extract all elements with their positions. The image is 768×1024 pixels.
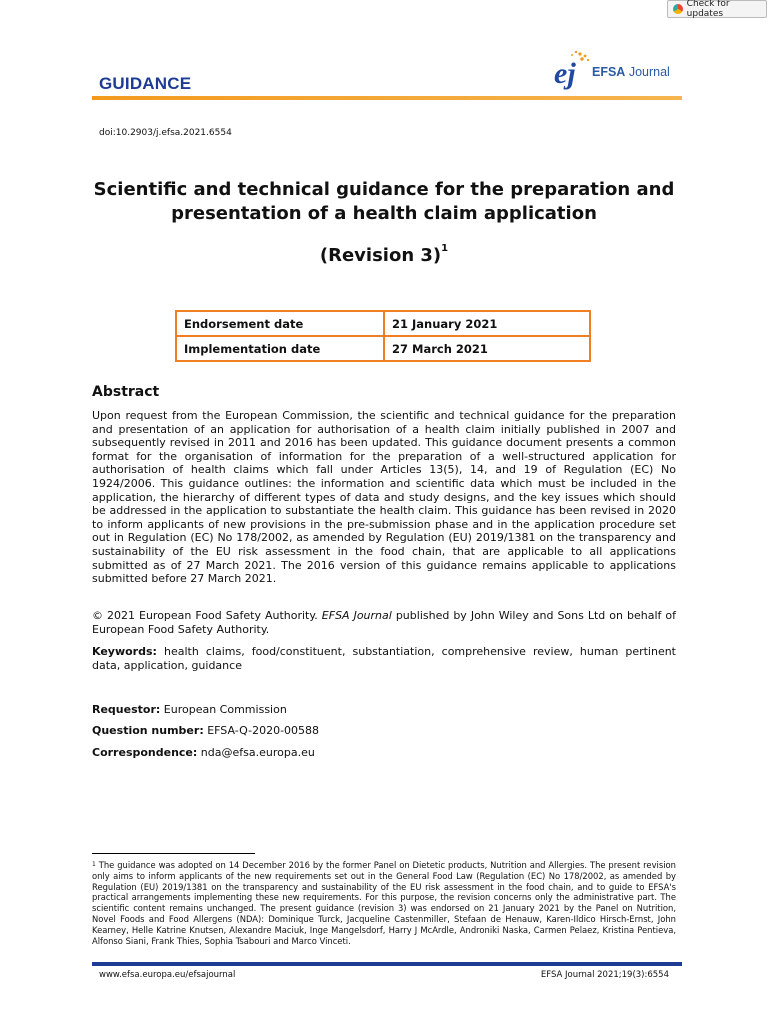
requestor-value: European Commission	[160, 703, 287, 716]
question-number-value: EFSA-Q-2020-00588	[203, 724, 320, 737]
keywords	[92, 645, 676, 672]
requestor	[92, 703, 287, 716]
footer-citation: EFSA Journal 2021;19(3):6554	[540, 970, 669, 980]
journal-name	[592, 65, 670, 79]
abstract-text: Upon request from the European Commission, the scientific and technical guidance for the preparation and presentation of an application for authorisation of a health claim initially published in 2007 and subsequently revised in 2011 and 2016 has been updated. This guidance document presents a common format for the organisation of information for the preparation of a well-structured application for authorisation of health claims which fall under Articles 13(5), 14, and 19 of Regulation (EC) No 1924/2006. This guidance outlines: the information and scientific data which must be included in the application, the hierarchy of different types of data and study designs, and the key issues which should be addressed in the application to substantiate the health claim. This guidance has been revised in 2020 to inform applicants of new provisions in the pre-submission phase and in the application procedure set out in Regulation (EC) No 178/2002, as amended by Regulation (EU) 2019/1381 on the transparency and sustainability of the EU risk assessment in the food chain, that are applicable to all applications submitted as of 27 March 2021. The 2016 version of this guidance remains applicable to applications submitted before 27 March 2021.	[92, 409, 676, 586]
footnote-text: The guidance was adopted on 14 December 2016 by the former Panel on Dietetic products, Nutrition and Allergies. The present revision only aims to inform applicants of the new requirements set out in the General Food Law (Regulation (EC) No 178/2002, as amended by Regulation (EU) 2019/1381 on the transparency and sustainability of the EU risk assessment in the food chain, and to guide to EFSA's practical arrangements implementing these new requirements. For this purpose, the revision concerns only the administrative part. The scientific content remains unchanged. The present guidance (revision 3) was endorsed on 21 January 2021 by the Panel on Nutrition, Novel Foods and Food Allergens (NDA): Dominique Turck, Jacqueline Castenmiller, Stefaan de Henauw, Karen-Ildico Hirsch-Ernst, John Kearney, Helle Katrine Knutsen, Alexandre Maciuk, Inge Mangelsdorf, Harry J McArdle, Androniki Naska, Carmen Pelaez, Kristina Pentieva, Alfonso Siani, Frank Thies, Sophia Tsabouri and Marco Vinceti.	[92, 860, 676, 946]
footnote-rule	[92, 853, 255, 854]
correspondence	[92, 746, 315, 759]
header-rule	[92, 96, 682, 100]
footnote-mark: 1	[92, 861, 96, 868]
efsa-journal-logo-icon	[554, 50, 590, 90]
table-row	[176, 311, 590, 336]
correspondence-email[interactable]: nda@efsa.europa.eu	[197, 746, 315, 759]
date-value: 27 March 2021	[384, 336, 590, 361]
date-label: Implementation date	[176, 336, 384, 361]
copyright-journal: EFSA Journal	[321, 609, 392, 622]
section-label: GUIDANCE	[99, 74, 192, 93]
journal-prefix: EFSA	[592, 65, 626, 79]
dates-table	[175, 310, 591, 362]
crossmark-icon	[673, 4, 683, 14]
document-title: Scientific and technical guidance for the preparation and presentation of a health claim application	[93, 179, 675, 224]
question-number	[92, 724, 319, 737]
check-for-updates-button[interactable]	[667, 0, 767, 18]
date-label: Endorsement date	[176, 311, 384, 336]
footer-rule	[92, 962, 682, 966]
copyright-text: © 2021 European Food Safety Authority.	[92, 609, 322, 622]
copyright-text: published by John Wiley and Sons Ltd on behalf of European Food Safety Authority.	[92, 609, 676, 636]
journal-suffix: Journal	[625, 65, 670, 79]
revision-heading	[92, 245, 676, 266]
revision-label: (Revision 3)	[319, 245, 442, 266]
check-for-updates-label: Check for updates	[686, 0, 730, 19]
footer-url[interactable]: www.efsa.europa.eu/efsajournal	[99, 970, 236, 980]
copyright-notice	[92, 609, 676, 636]
footnote-marker[interactable]: 1	[441, 243, 449, 254]
doi[interactable]: doi:10.2903/j.efsa.2021.6554	[99, 128, 232, 138]
abstract-heading: Abstract	[92, 384, 160, 400]
question-number-label: Question number:	[92, 724, 204, 737]
footnote	[92, 860, 676, 946]
correspondence-label: Correspondence:	[92, 746, 198, 759]
keywords-text: health claims, food/constituent, substantiation, comprehensive review, human pertinent data, application, guidance	[92, 645, 676, 672]
date-value: 21 January 2021	[384, 311, 590, 336]
requestor-label: Requestor:	[92, 703, 161, 716]
keywords-label: Keywords:	[92, 645, 157, 658]
svg-text:ej: ej	[554, 57, 576, 90]
table-row	[176, 336, 590, 361]
